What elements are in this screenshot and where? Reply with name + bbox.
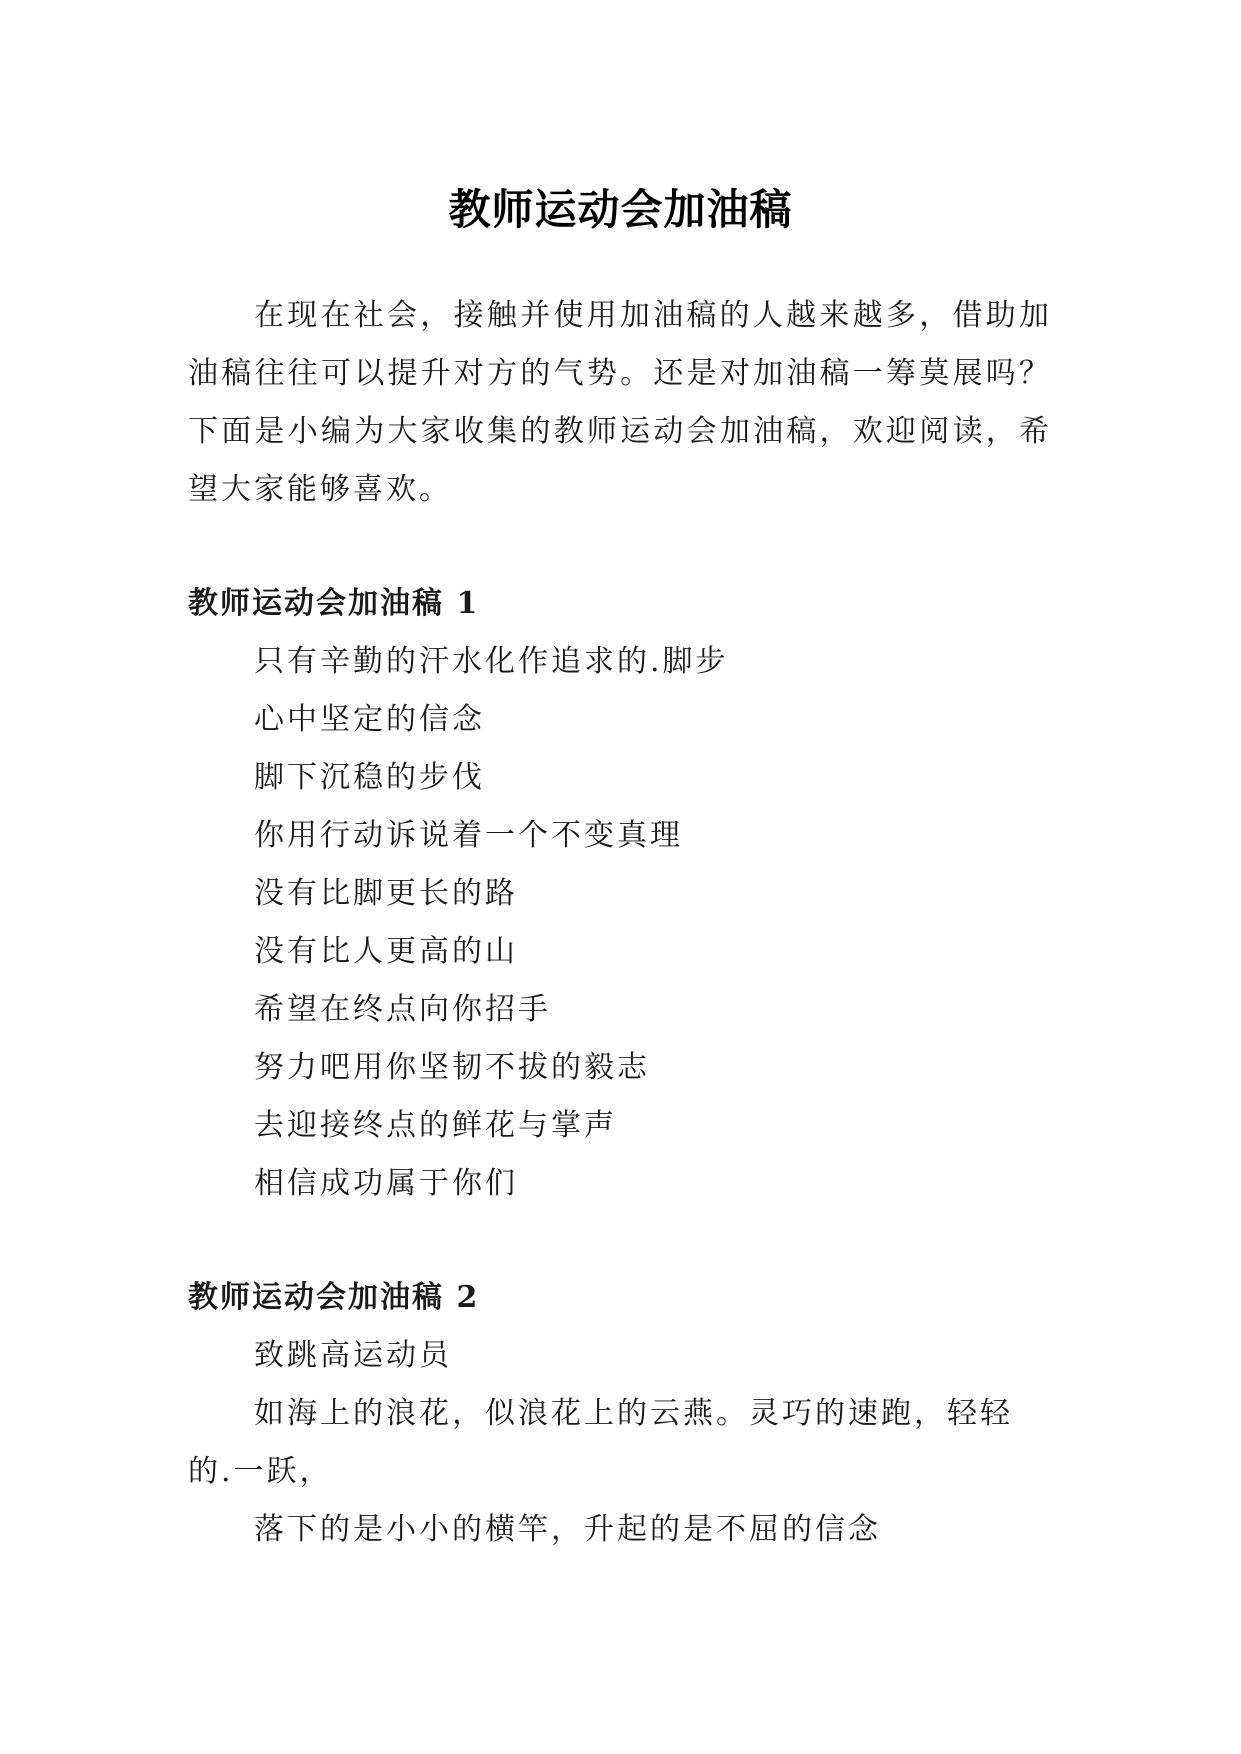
poem-line: 没有比人更高的山: [254, 934, 518, 969]
section-2-paragraph: 如海上的浪花，似浪花上的云燕。灵巧的速跑，轻轻的.一跃，: [188, 1396, 1013, 1489]
poem-line: 去迎接终点的鲜花与掌声: [254, 1108, 617, 1143]
intro-paragraph: 在现在社会，接触并使用加油稿的人越来越多，借助加油稿往往可以提升对方的气势。还是对加油稿一筹莫展吗？下面是小编为大家收集的教师运动会加油稿，欢迎阅读，希望大家能够喜欢。: [188, 298, 1052, 507]
poem-line: 没有比脚更长的路: [254, 876, 518, 911]
section-1-lines: [254, 633, 729, 1213]
section-2-paragraph: 落下的是小小的横竿，升起的是不屈的信念: [254, 1512, 881, 1547]
poem-line: 努力吧用你坚韧不拔的毅志: [254, 1050, 650, 1085]
poem-line: 希望在终点向你招手: [254, 992, 551, 1027]
poem-line: 只有辛勤的汗水化作追求的.脚步: [254, 644, 729, 679]
poem-line: 脚下沉稳的步伐: [254, 760, 485, 795]
poem-line: 心中坚定的信念: [254, 702, 485, 737]
section-2-lines: [254, 1327, 452, 1385]
section-2-heading: 教师运动会加油稿 2: [188, 1280, 480, 1315]
poem-line: 相信成功属于你们: [254, 1166, 518, 1201]
section-1-heading: 教师运动会加油稿 1: [188, 586, 480, 621]
poem-line: 你用行动诉说着一个不变真理: [254, 818, 683, 853]
document-title: 教师运动会加油稿: [448, 185, 793, 235]
poem-line: 致跳高运动员: [254, 1338, 452, 1373]
